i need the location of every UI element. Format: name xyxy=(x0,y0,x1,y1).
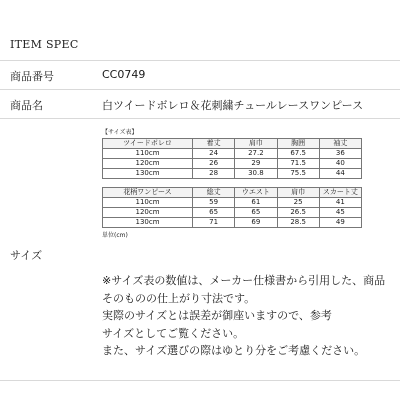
table-cell: 71 xyxy=(193,218,235,228)
table-row xyxy=(103,149,362,159)
table-cell: 26 xyxy=(193,159,235,169)
table-cell: 28.5 xyxy=(277,218,319,228)
table-cell: 65 xyxy=(193,208,235,218)
note-line: そのものの仕上がり寸法です。 xyxy=(102,291,256,305)
table-row xyxy=(103,159,362,169)
table-cell: 61 xyxy=(235,198,277,208)
table-header-row xyxy=(103,188,362,198)
table-cell: 27.2 xyxy=(235,149,277,159)
table-row xyxy=(103,198,362,208)
size-chart-caption: 【サイズ表】 xyxy=(102,129,138,136)
table-row xyxy=(103,169,362,179)
page-title: ITEM SPEC xyxy=(10,38,79,51)
divider xyxy=(0,118,400,119)
table-header-cell: ウエスト xyxy=(235,188,277,198)
size-notes xyxy=(102,272,392,360)
table-header-cell: スカート丈 xyxy=(319,188,361,198)
table-cell: 120cm xyxy=(103,159,193,169)
dress-size-table xyxy=(102,187,362,228)
table-cell: 71.5 xyxy=(277,159,319,169)
table-cell: 44 xyxy=(319,169,361,179)
table-header-cell: 肩巾 xyxy=(235,139,277,149)
note-line: また、サイズ選びの際はゆとり分をご考慮ください。 xyxy=(102,344,366,357)
table-cell: 49 xyxy=(319,218,361,228)
table-cell: 69 xyxy=(235,218,277,228)
divider xyxy=(0,60,400,61)
table-header-cell: 胸囲 xyxy=(277,139,319,149)
table-cell: 110cm xyxy=(103,149,193,159)
item-number-label: 商品番号 xyxy=(10,70,54,83)
item-name-value: 白ツイードボレロ＆花刺繍チュールレースワンピース xyxy=(102,99,364,112)
table-cell: 28 xyxy=(193,169,235,179)
table-cell: 130cm xyxy=(103,169,193,179)
table-cell: 120cm xyxy=(103,208,193,218)
table-header-cell: 着丈 xyxy=(193,139,235,149)
table-cell: 67.5 xyxy=(277,149,319,159)
table-header-cell: 袖丈 xyxy=(319,139,361,149)
unit-note: 単位(cm) xyxy=(102,232,128,239)
table-cell: 41 xyxy=(319,198,361,208)
table-cell: 40 xyxy=(319,159,361,169)
table-header-cell: ツイードボレロ xyxy=(103,139,193,149)
divider xyxy=(0,380,400,381)
table-row xyxy=(103,208,362,218)
bolero-size-table xyxy=(102,138,362,179)
size-label: サイズ xyxy=(10,249,43,262)
divider xyxy=(0,89,400,90)
size-chart xyxy=(102,127,362,239)
table-cell: 30.8 xyxy=(235,169,277,179)
item-name-label: 商品名 xyxy=(10,99,43,112)
table-header-cell: 肩巾 xyxy=(277,188,319,198)
table-cell: 110cm xyxy=(103,198,193,208)
note-line: ※サイズ表の数値は、メーカー仕様書から引用した、商品 xyxy=(102,274,386,287)
table-cell: 36 xyxy=(319,149,361,159)
table-cell: 65 xyxy=(235,208,277,218)
table-cell: 75.5 xyxy=(277,169,319,179)
table-cell: 59 xyxy=(193,198,235,208)
table-cell: 29 xyxy=(235,159,277,169)
table-header-cell: 総丈 xyxy=(193,188,235,198)
table-cell: 130cm xyxy=(103,218,193,228)
item-number-value: CC0749 xyxy=(102,68,146,81)
note-line: 実際のサイズとは誤差が御座いますので、参考 xyxy=(102,309,332,322)
note-line: サイズとしてご覧ください。 xyxy=(102,326,245,340)
table-cell: 24 xyxy=(193,149,235,159)
spec-header xyxy=(0,0,400,60)
table-row xyxy=(103,218,362,228)
table-cell: 45 xyxy=(319,208,361,218)
table-cell: 26.5 xyxy=(277,208,319,218)
table-cell: 25 xyxy=(277,198,319,208)
table-header-row xyxy=(103,139,362,149)
table-header-cell: 花柄ワンピース xyxy=(103,188,193,198)
